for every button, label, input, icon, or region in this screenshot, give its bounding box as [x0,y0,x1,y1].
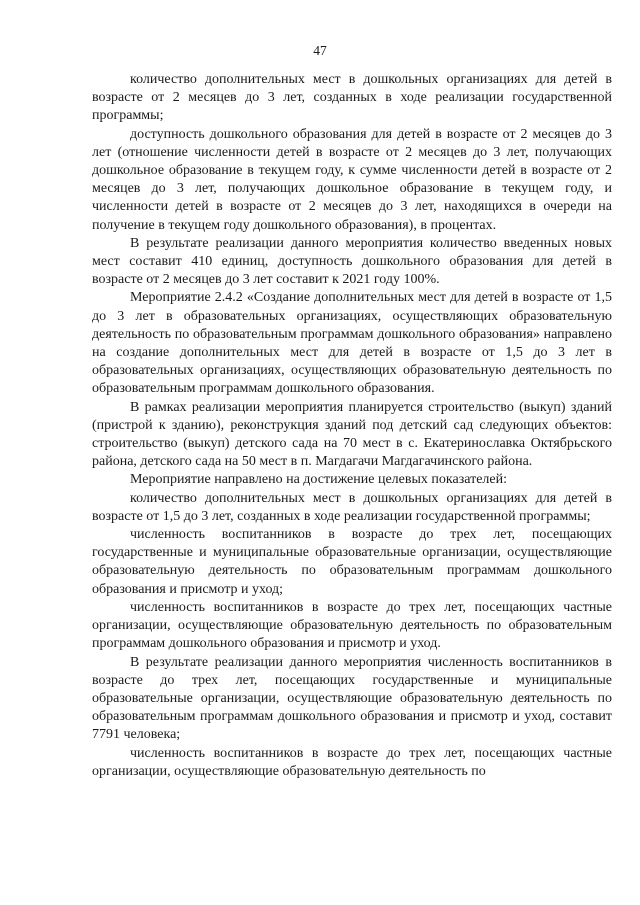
paragraph: численность воспитанников в возрасте до трех лет, посещающих государственные и муниципальные образовательные организации, осуществляющие образовательную деятельность по образовательным программам дошкольного образования и присмотр и уход; [92,527,612,597]
paragraph: В результате реализации данного мероприятия численность воспитанников в возрасте до трех лет, посещающих государственные и муниципальные образовательные организации, осуществляющие образовательную деятельность по образовательным программам дошкольного образования и присмотр и уход, составит 7791 человека; [92,654,612,743]
paragraph: В результате реализации данного мероприятия количество введенных новых мест составит 410 единиц, доступность дошкольного образования для детей в возрасте от 2 месяцев до 3 лет составит к 2021 году 100%. [92,235,612,288]
paragraph: количество дополнительных мест в дошкольных организациях для детей в возрасте от 2 месяцев до 3 лет, созданных в ходе реализации государственной программы; [92,72,612,124]
paragraph: численность воспитанников в возрасте до трех лет, посещающих частные организации, осуществляющие образовательную деятельность по [92,745,612,779]
paragraph: доступность дошкольного образования для детей в возрасте от 2 месяцев до 3 лет (отношение численности детей в возрасте от 2 месяцев до 3 лет, получающих дошкольное образование в текущем году, к сумме численности детей в возрасте от 2 месяцев до 3 лет, получающих дошкольное образование в текущем году, и численности детей в возрасте от 2 месяцев до 3 лет, находящихся в очереди на получение в текущем году дошкольного образования), в процентах. [92,126,612,233]
paragraph: количество дополнительных мест в дошкольных организациях для детей в возрасте от 1,5 до 3 лет, созданных в ходе реализации государственной программы; [92,490,612,524]
body-text [92,71,612,781]
paragraph: Мероприятие 2.4.2 «Создание дополнительных мест для детей в возрасте от 1,5 до 3 лет в образовательных организациях, осуществляющих образовательную деятельность по образовательным программам дошкольного образования» направлено на создание дополнительных мест для детей в возрасте от 1,5 до 3 лет в образовательных организациях, осуществляющих образовательную деятельность по образовательным программам дошкольного образования. [92,290,612,397]
paragraph: Мероприятие направлено на достижение целевых показателей: [130,472,507,488]
paragraph: численность воспитанников в возрасте до трех лет, посещающих частные организации, осуществляющие образовательную деятельность по образовательным программам дошкольного образования и присмотр и уход. [92,599,612,652]
page-number: 47 [313,43,327,58]
paragraph: В рамках реализации мероприятия планируется строительство (выкуп) зданий (пристрой к зданию), реконструкция зданий под детский сад следующих объектов: строительство (выкуп) детского сада на 70 мест в с. Екатеринославка Октябрьского района, детского сада на 50 мест в п. Магдагачи Магдагачинского района. [92,399,612,470]
